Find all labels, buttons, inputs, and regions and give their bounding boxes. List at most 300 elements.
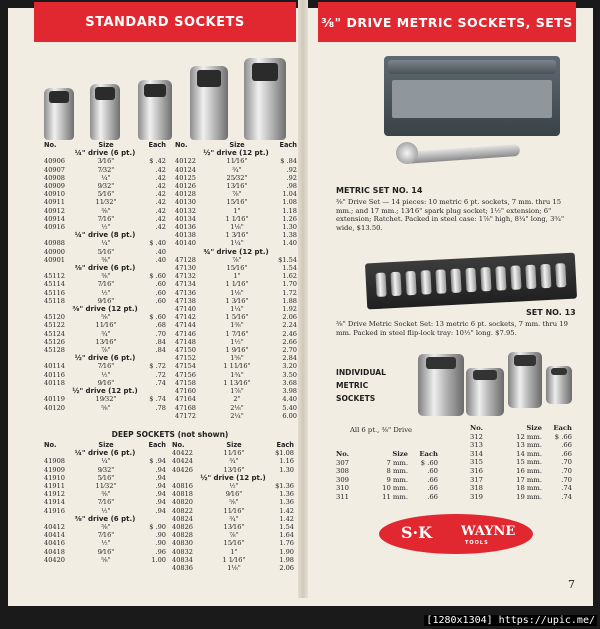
socket-size: ⅜"	[101, 272, 111, 281]
column-header	[44, 441, 166, 449]
part-number: 40908	[44, 173, 65, 182]
table-row	[44, 362, 166, 370]
price: .94	[155, 498, 166, 507]
part-number: 310	[336, 484, 349, 493]
table-row	[470, 458, 572, 467]
table-row	[175, 272, 297, 280]
socket-size: 9⁄16"	[97, 378, 115, 387]
individual-label-line: SOCKETS	[336, 394, 376, 403]
socket-size: ¾"	[232, 165, 242, 174]
table-row	[336, 493, 438, 502]
price: $ .74	[149, 395, 166, 404]
socket-size: 1½"	[230, 337, 244, 346]
price: .42	[155, 190, 166, 199]
table-row	[44, 313, 166, 321]
socket-size: 1 1⁄16"	[225, 214, 249, 223]
page-gutter	[298, 0, 308, 598]
table-row	[336, 459, 438, 468]
tray-socket-image	[555, 263, 566, 287]
price: .84	[155, 346, 166, 355]
price: $ .90	[149, 523, 166, 532]
price: 2.66	[282, 337, 297, 346]
table-row	[44, 190, 166, 198]
socket-size: ¾"	[101, 329, 111, 338]
price: .98	[286, 182, 297, 191]
socket-size: ¾"	[229, 514, 239, 523]
price: 1.18	[282, 206, 297, 215]
socket-size: 11 mm.	[382, 492, 408, 501]
individual-metric-label	[336, 366, 386, 405]
part-number: 40424	[172, 457, 193, 466]
part-number: 314	[470, 449, 483, 458]
table-row	[175, 264, 297, 272]
price: $1.36	[275, 482, 294, 491]
price: 1.42	[279, 506, 294, 515]
socket-size: 1 1⁄16"	[222, 555, 246, 564]
price: .94	[155, 506, 166, 515]
price: 4.40	[282, 395, 297, 404]
price: 1.62	[282, 272, 297, 281]
table-row	[175, 157, 297, 165]
price: .42	[155, 173, 166, 182]
table-row	[44, 379, 166, 387]
socket-size: 17 mm.	[516, 475, 542, 484]
table-row	[44, 482, 166, 490]
socket-size: 13 mm.	[516, 441, 542, 450]
part-number: 40126	[175, 182, 196, 191]
socket-size: 1 7⁄16"	[225, 329, 249, 338]
header-no: No.	[44, 441, 57, 449]
table-row	[336, 476, 438, 485]
part-number: 40116	[44, 370, 65, 379]
table-row	[172, 457, 294, 465]
table-row	[175, 313, 297, 321]
table-row	[44, 330, 166, 338]
part-number: 40420	[44, 555, 65, 564]
part-number: 40132	[175, 206, 196, 215]
socket-size: 9⁄16"	[225, 490, 243, 499]
part-number: 309	[336, 475, 349, 484]
table-row	[44, 198, 166, 206]
metric-sockets-title: ⅜" DRIVE METRIC SOCKETS, SETS	[321, 14, 573, 30]
part-number: 312	[470, 432, 483, 441]
socket-size: 9⁄32"	[97, 182, 115, 191]
socket-size: 7⁄16"	[97, 362, 115, 371]
socket-size: ¼"	[101, 239, 111, 248]
table-row	[172, 548, 294, 556]
table-row	[44, 272, 166, 280]
table-row	[44, 297, 166, 305]
socket-size: ¾"	[229, 457, 239, 466]
part-number: 40824	[172, 514, 193, 523]
socket-size: ½"	[101, 223, 111, 232]
part-number: 41914	[44, 498, 65, 507]
table-row	[175, 412, 297, 420]
header-each: Each	[276, 441, 294, 449]
tray-socket-image	[375, 272, 386, 296]
header-size: Size	[98, 141, 114, 149]
part-number: 47140	[175, 305, 196, 314]
drive-heading: ⅜" drive (12 pt.)	[72, 305, 138, 314]
socket-size: 5⁄16"	[97, 247, 115, 256]
header-each: Each	[148, 141, 166, 149]
table-row	[44, 523, 166, 531]
table-row	[336, 467, 438, 476]
socket-size: 13⁄16"	[226, 182, 248, 191]
socket-size: 11⁄16"	[95, 321, 117, 330]
table-row	[175, 330, 297, 338]
price: $ .84	[280, 157, 297, 166]
socket-size: 18 mm.	[516, 484, 542, 493]
price: .92	[286, 165, 297, 174]
socket-size: ⅝"	[101, 403, 111, 412]
table-row	[44, 207, 166, 215]
deep-sockets-section	[44, 430, 296, 572]
price: 3.98	[282, 387, 297, 396]
part-number: 45126	[44, 337, 65, 346]
price: 1.38	[282, 231, 297, 240]
socket-size: 1 13⁄16"	[223, 378, 251, 387]
standard-sockets-photo	[40, 56, 290, 140]
table-row	[172, 482, 294, 490]
table-row	[175, 190, 297, 198]
part-number: 40820	[172, 498, 193, 507]
price: .94	[155, 490, 166, 499]
standard-sockets-banner	[34, 2, 296, 42]
socket-size: 1 3⁄16"	[225, 231, 249, 240]
price: 2.06	[279, 564, 294, 573]
table-row	[172, 490, 294, 498]
table-row	[470, 450, 572, 459]
socket-size: ¼"	[101, 173, 111, 182]
socket-size: 1⅜"	[230, 321, 244, 330]
part-number: 47142	[175, 313, 196, 322]
price: $ .94	[149, 457, 166, 466]
table-row	[172, 515, 294, 523]
part-number: 41909	[44, 465, 65, 474]
table-row	[44, 174, 166, 182]
socket-size: 1 1⁄16"	[225, 280, 249, 289]
price: 1.88	[282, 296, 297, 305]
socket-size: 7⁄32"	[97, 165, 115, 174]
part-number: 40916	[44, 223, 65, 232]
table-row	[175, 289, 297, 297]
part-number: 47168	[175, 403, 196, 412]
part-number: 40836	[172, 564, 193, 573]
price: 1.64	[279, 531, 294, 540]
table-row	[172, 507, 294, 515]
price: .66	[427, 475, 438, 484]
table-row	[172, 523, 294, 531]
part-number: 40128	[175, 190, 196, 199]
price: 1.54	[279, 523, 294, 532]
socket-image	[44, 88, 74, 140]
socket-size: 1¼"	[230, 305, 244, 314]
drive-heading: ¼" drive (8 pt.)	[74, 231, 136, 240]
socket-size: ⅞"	[232, 190, 242, 199]
socket-size: 9⁄16"	[97, 296, 115, 305]
image-caption: [1280x1304] https://upic.me/	[426, 615, 595, 626]
price: .60	[427, 467, 438, 476]
price: .94	[155, 465, 166, 474]
part-number: 45120	[44, 313, 65, 322]
socket-size: 12 mm.	[516, 432, 542, 441]
logo-sk: S·K	[401, 523, 433, 542]
header-no: No.	[172, 441, 185, 449]
case-lid	[388, 60, 556, 74]
table-row	[172, 539, 294, 547]
tray-socket-image	[480, 267, 491, 291]
part-number: 40118	[44, 378, 65, 387]
price: .72	[155, 370, 166, 379]
socket-size: ⅝"	[101, 313, 111, 322]
table-row	[175, 338, 297, 346]
table-row	[44, 289, 166, 297]
part-number: 40138	[175, 231, 196, 240]
column-header	[172, 441, 294, 449]
part-number: 40416	[44, 539, 65, 548]
socket-size: 5⁄16"	[97, 473, 115, 482]
tray-socket-image	[420, 270, 431, 294]
table-row	[44, 539, 166, 547]
socket-size: 10 mm.	[382, 484, 408, 493]
table-row	[175, 239, 297, 247]
part-number: 307	[336, 458, 349, 467]
table-row	[172, 564, 294, 572]
part-number: 41912	[44, 490, 65, 499]
part-number: 45112	[44, 272, 65, 281]
part-number: 40125	[175, 173, 196, 182]
socket-size: 1¾"	[230, 370, 244, 379]
table-row	[175, 207, 297, 215]
part-number: 47128	[175, 255, 196, 264]
part-number: 47152	[175, 354, 196, 363]
price: 1.16	[279, 457, 294, 466]
table-row	[44, 498, 166, 506]
price: 2.24	[282, 321, 297, 330]
header-no: No.	[175, 141, 188, 149]
socket-size: 7⁄16"	[97, 531, 115, 540]
part-number: 47144	[175, 321, 196, 330]
standard-col-a	[44, 141, 166, 412]
socket-size: ½"	[229, 482, 239, 491]
part-number: 40418	[44, 547, 65, 556]
metric-sockets-banner	[318, 2, 576, 42]
price: 2.06	[282, 313, 297, 322]
socket-size: ½"	[101, 539, 111, 548]
socket-size: 1 9⁄16"	[225, 346, 249, 355]
drive-heading: ⅜" drive (6 pt.)	[74, 264, 136, 273]
part-number: 47130	[175, 264, 196, 273]
table-row	[175, 379, 297, 387]
price: 2.70	[282, 346, 297, 355]
part-number: 47150	[175, 346, 196, 355]
price: .66	[427, 484, 438, 493]
part-number: 40907	[44, 165, 65, 174]
table-row	[44, 474, 166, 482]
table-row	[175, 231, 297, 239]
socket-size: ⅞"	[229, 531, 239, 540]
table-row	[172, 466, 294, 474]
metric-socket-image	[546, 366, 572, 404]
table-row	[470, 476, 572, 485]
socket-size: 1"	[230, 547, 238, 556]
metric-socket-image	[466, 368, 504, 416]
set-13-title: SET NO. 13	[526, 308, 576, 317]
table-row	[44, 280, 166, 288]
part-number: 315	[470, 458, 483, 467]
socket-size: 1⅛"	[230, 223, 244, 232]
price: $ .42	[149, 157, 166, 166]
socket-size: ⅞"	[232, 255, 242, 264]
part-number: 45114	[44, 280, 65, 289]
part-number: 45128	[44, 346, 65, 355]
tray-socket-image	[465, 268, 476, 292]
table-row	[44, 507, 166, 515]
sk-wayne-logo	[379, 514, 533, 554]
tray-socket-image	[435, 269, 446, 293]
socket-size: 7 mm.	[386, 458, 408, 467]
part-number: 47160	[175, 387, 196, 396]
metric-set-14-case-image	[384, 56, 560, 136]
table-row	[44, 531, 166, 539]
part-number: 40912	[44, 206, 65, 215]
socket-size: 2¼"	[230, 411, 244, 420]
table-row	[175, 297, 297, 305]
deep-col-a	[44, 441, 166, 564]
price: .74	[155, 378, 166, 387]
metric-socket-image	[418, 354, 464, 416]
set-14-title: METRIC SET NO. 14	[336, 186, 423, 195]
table-row	[175, 198, 297, 206]
socket-size: 9 mm.	[386, 475, 408, 484]
socket-size: ⅜"	[101, 490, 111, 499]
table-row	[44, 166, 166, 174]
part-number: 317	[470, 475, 483, 484]
part-number: 47134	[175, 280, 196, 289]
metric-socket-image	[508, 352, 542, 408]
socket-size: 1 11⁄16"	[223, 362, 251, 371]
price: .66	[561, 441, 572, 450]
tray-socket-image	[390, 272, 401, 296]
part-number: 47164	[175, 395, 196, 404]
socket-image	[138, 80, 172, 140]
socket-size: 3⁄16"	[97, 157, 115, 166]
price: 1.04	[282, 190, 297, 199]
deep-col-b	[172, 441, 294, 572]
individual-label-line: INDIVIDUAL	[336, 368, 386, 377]
socket-size: 9⁄32"	[97, 465, 115, 474]
column-header	[175, 141, 297, 149]
set-13-description: ⅜" Drive Metric Socket Set: 13 metric 6 pt. sockets, 7 mm. thru 19 mm. Packed in steel flip-lock tray: 10½" long. $7.95.	[336, 320, 568, 337]
price: $ .40	[149, 239, 166, 248]
price: .74	[561, 492, 572, 501]
socket-size: ¼"	[101, 457, 111, 466]
price: $ .60	[149, 272, 166, 281]
part-number: 40426	[172, 465, 193, 474]
socket-size: 25⁄32"	[226, 173, 248, 182]
part-number: 311	[336, 492, 349, 501]
socket-size: 1⅞"	[230, 387, 244, 396]
table-row	[44, 321, 166, 329]
price: 1.76	[279, 539, 294, 548]
part-number: 40826	[172, 523, 193, 532]
ratchet-head-image	[396, 142, 418, 164]
price: .40	[155, 247, 166, 256]
case-interior	[392, 80, 552, 118]
price: .94	[155, 482, 166, 491]
table-row	[172, 449, 294, 457]
socket-size: 1"	[233, 206, 241, 215]
tray-socket-image	[510, 265, 521, 289]
tray-socket-image	[525, 265, 536, 289]
price: .74	[561, 484, 572, 493]
price: 1.90	[279, 547, 294, 556]
set-14-description: ⅜" Drive Set — 14 pieces: 10 metric 6 pt. sockets, 7 mm. thru 15 mm.; and 17 mm.; 13⁄16" spark plug socket; 1½" extension; 6" extension; Ratchet. Packed in steel case: 1⅞" high, 8¼" long, 3¾" wide, $13.50.	[336, 198, 565, 232]
price: 6.00	[282, 411, 297, 420]
socket-size: 7⁄16"	[97, 280, 115, 289]
table-row	[44, 256, 166, 264]
part-number: 40900	[44, 247, 65, 256]
metric-table-b	[470, 424, 572, 501]
part-number: 47172	[175, 411, 196, 420]
header-no: No.	[44, 141, 57, 149]
socket-size: ½"	[101, 370, 111, 379]
part-number: 41908	[44, 457, 65, 466]
header-size: Size	[229, 141, 245, 149]
part-number: 47156	[175, 370, 196, 379]
socket-size: 11⁄32"	[95, 482, 117, 491]
header-size: Size	[226, 441, 242, 449]
table-row	[44, 338, 166, 346]
price: 1.42	[279, 514, 294, 523]
table-row	[44, 248, 166, 256]
socket-size: ⅜"	[101, 523, 111, 532]
socket-image	[90, 84, 120, 140]
price: .42	[155, 214, 166, 223]
tray-socket-image	[540, 264, 551, 288]
socket-size: 7⁄16"	[97, 498, 115, 507]
part-number: 40414	[44, 531, 65, 540]
part-number: 40906	[44, 157, 65, 166]
price: 1.72	[282, 288, 297, 297]
price: .42	[155, 206, 166, 215]
part-number: 313	[470, 441, 483, 450]
part-number: 47132	[175, 272, 196, 281]
part-number: 40136	[175, 223, 196, 232]
price: 1.36	[279, 490, 294, 499]
part-number: 40140	[175, 239, 196, 248]
part-number: 318	[470, 484, 483, 493]
drive-heading: ½" drive (12 pt.)	[203, 149, 269, 158]
socket-size: 1"	[233, 272, 241, 281]
part-number: 45116	[44, 288, 65, 297]
price: 3.68	[282, 378, 297, 387]
table-row	[172, 531, 294, 539]
socket-size: 1 5⁄16"	[225, 313, 249, 322]
part-number: 40832	[172, 547, 193, 556]
table-row	[175, 305, 297, 313]
tray-socket-image	[450, 269, 461, 293]
drive-heading: ½" drive (12 pt.)	[200, 473, 266, 482]
table-row	[470, 441, 572, 450]
socket-size: 8 mm.	[386, 467, 408, 476]
price: 1.30	[282, 223, 297, 232]
socket-image	[190, 66, 228, 140]
socket-size: 19⁄32"	[95, 395, 117, 404]
price: 2.84	[282, 354, 297, 363]
part-number: 40818	[172, 490, 193, 499]
